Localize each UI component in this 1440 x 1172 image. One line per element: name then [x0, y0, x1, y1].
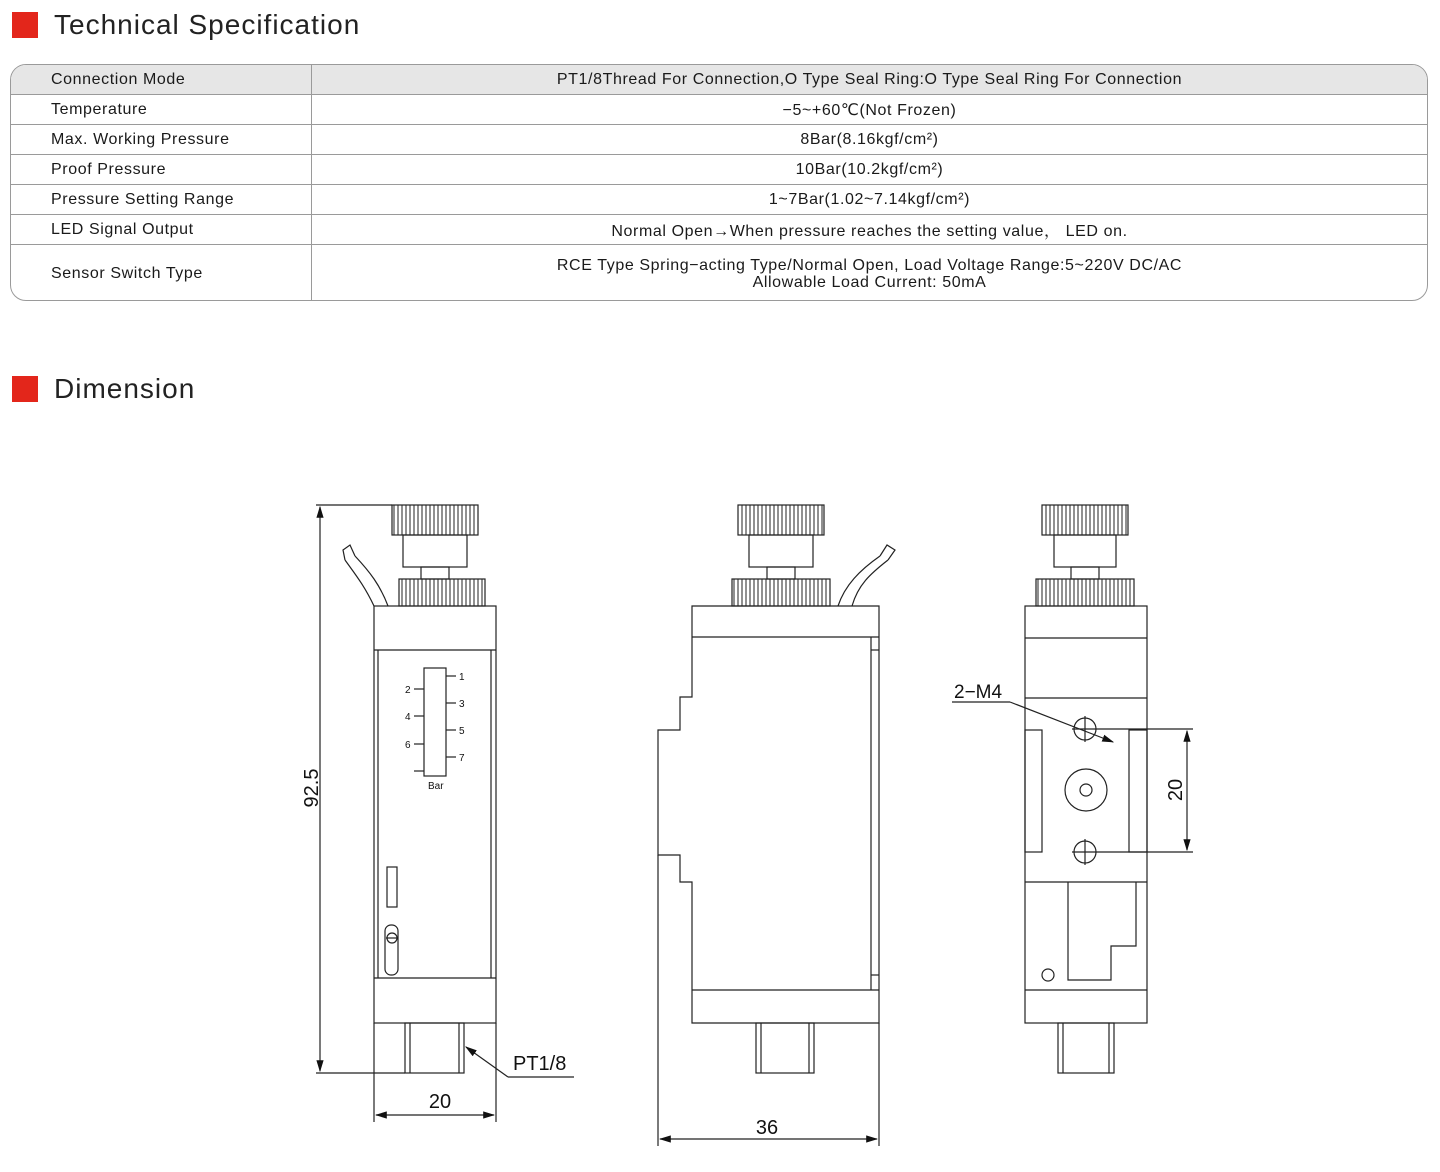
section-title-technical: Technical Specification — [54, 9, 361, 40]
front-port — [405, 1023, 464, 1073]
hole-spacing-label: 20 — [1165, 778, 1187, 802]
front-lock-nut — [399, 579, 485, 606]
rear-lock-nut — [1036, 579, 1134, 606]
scale-unit: Bar — [428, 781, 444, 792]
front-view — [301, 505, 574, 1122]
red-square-icon — [12, 376, 38, 402]
side-cable — [838, 556, 888, 606]
table-row — [11, 215, 1427, 245]
scale-label: 6 — [405, 740, 411, 751]
spec-label: Proof Pressure — [11, 155, 312, 185]
side-top-knob — [738, 505, 824, 535]
scale-label: 4 — [405, 712, 411, 723]
scale-label: 3 — [459, 699, 465, 710]
side-view — [658, 505, 895, 1146]
table-row — [11, 245, 1427, 302]
table-row — [11, 65, 1427, 95]
front-knob-stem — [403, 535, 467, 567]
front-top-knob — [392, 505, 478, 535]
front-cable-end — [343, 545, 355, 560]
red-square-icon — [12, 12, 38, 38]
spec-value: PT1/8Thread For Connection,O Type Seal Ring:O Type Seal Ring For Connection — [312, 65, 1428, 95]
spec-value — [312, 245, 1428, 302]
spec-label: LED Signal Output — [11, 215, 312, 245]
rear-top-knob — [1042, 505, 1128, 535]
spec-value: 8Bar(8.16kgf/cm²) — [312, 125, 1428, 155]
side-port — [756, 1023, 814, 1073]
dimension-drawing — [0, 420, 1440, 1170]
front-width-label: 20 — [428, 1091, 452, 1113]
spec-label: Temperature — [11, 95, 312, 125]
port-label: PT1/8 — [513, 1053, 567, 1075]
spec-label: Pressure Setting Range — [11, 185, 312, 215]
scale-label: 1 — [459, 672, 465, 683]
spec-value-line: RCE Type Spring−acting Type/Normal Open, Load Voltage Range:5~220V DC/AC — [556, 257, 1183, 274]
table-row — [11, 185, 1427, 215]
spec-table — [10, 64, 1428, 301]
rear-view — [952, 505, 1193, 1073]
front-cable — [345, 556, 388, 606]
center-port-icon — [1065, 769, 1107, 811]
holes-label: 2−M4 — [954, 682, 1003, 703]
rear-port — [1058, 1023, 1114, 1073]
led-window — [387, 867, 397, 907]
spec-label: Sensor Switch Type — [11, 245, 312, 302]
side-body — [658, 606, 879, 1023]
front-knob-neck — [421, 567, 449, 579]
spec-value: 10Bar(10.2kgf/cm²) — [312, 155, 1428, 185]
table-row — [11, 125, 1427, 155]
pressure-scale — [424, 668, 446, 776]
section-header-technical — [12, 10, 360, 40]
height-label: 92.5 — [301, 768, 323, 808]
side-lock-nut — [732, 579, 830, 606]
spec-label: Connection Mode — [11, 65, 312, 95]
section-title-dimension: Dimension — [54, 373, 196, 404]
spec-value: 1~7Bar(1.02~7.14kgf/cm²) — [312, 185, 1428, 215]
spec-value: Normal Open→When pressure reaches the setting value， LED on. — [312, 215, 1428, 245]
spec-label: Max. Working Pressure — [11, 125, 312, 155]
section-header-dimension — [12, 374, 195, 404]
spec-value: −5~+60℃(Not Frozen) — [312, 95, 1428, 125]
scale-label: 2 — [405, 685, 411, 696]
spec-value-line: Allowable Load Current: 50mA — [752, 274, 987, 291]
table-row — [11, 155, 1427, 185]
table-row — [11, 95, 1427, 125]
scale-label: 7 — [459, 753, 465, 764]
scale-label: 5 — [459, 726, 465, 737]
side-width-label: 36 — [755, 1117, 779, 1139]
